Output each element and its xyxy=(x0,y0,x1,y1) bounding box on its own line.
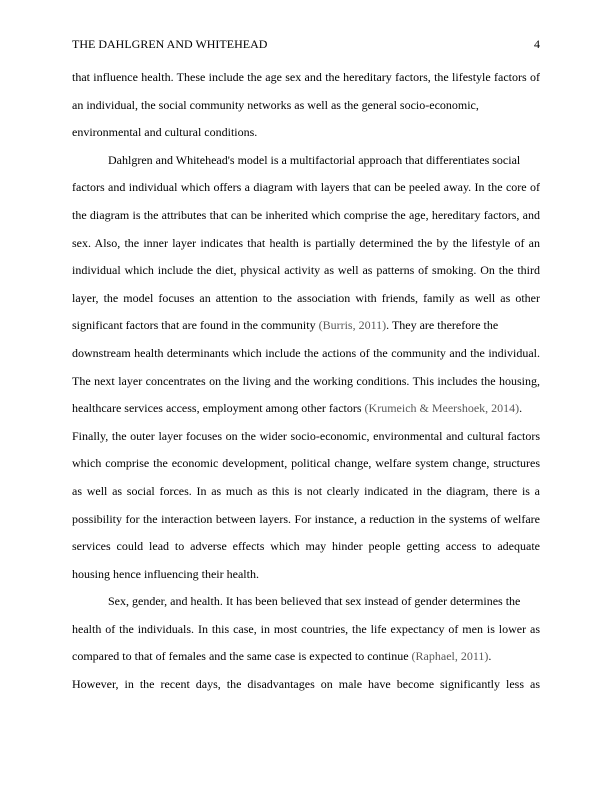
text-line: downstream health determinants which include the actions of the community and the individual. xyxy=(72,345,540,360)
paragraph xyxy=(72,64,540,147)
text-line: individual which include the diet, physical activity as well as patterns of smoking. On the third xyxy=(72,263,540,278)
text-line: housing hence influencing their health. xyxy=(72,566,259,581)
line-segment: compared to that of females and the same case is expected to continue xyxy=(72,649,412,664)
text-line: factors and individual which offers a diagram with layers that can be peeled away. In the core of xyxy=(72,180,540,195)
running-head xyxy=(72,36,540,52)
text-line xyxy=(72,312,540,340)
text-line: the diagram is the attributes that can be inherited which comprise the age, hereditary factors, and xyxy=(72,207,540,222)
text-line: health of the individuals. In this case, in most countries, the life expectancy of men is lower as xyxy=(72,621,540,636)
paragraph xyxy=(72,147,540,589)
text-line: However, in the recent days, the disadvantages on male have become significantly less as xyxy=(72,677,540,692)
text-line xyxy=(72,395,540,423)
text-line: an individual, the social community networks as well as the general socio-economic, xyxy=(72,97,479,112)
text-line: Sex, gender, and health. It has been believed that sex instead of gender determines the xyxy=(108,594,521,609)
text-line: sex. Also, the inner layer indicates that health is partially determined the by the lifestyle of an xyxy=(72,235,540,250)
text-line: environmental and cultural conditions. xyxy=(72,125,258,140)
text-line xyxy=(72,643,540,671)
line-segment: healthcare services access, employment among other factors xyxy=(72,401,365,416)
running-head-title: THE DAHLGREN AND WHITEHEAD xyxy=(72,37,268,51)
text-line: possibility for the interaction between layers. For instance, a reduction in the systems of welfare xyxy=(72,511,540,526)
text-line: services could lead to adverse effects which may hinder people getting access to adequate xyxy=(72,539,540,554)
paragraph xyxy=(72,588,540,698)
text-line: as well as social forces. In as much as this is not clearly indicated in the diagram, there is a xyxy=(72,483,540,498)
text-line: The next layer concentrates on the living and the working conditions. This includes the housing, xyxy=(72,373,540,388)
line-segment: . xyxy=(488,649,492,664)
text-line: layer, the model focuses an attention to the association with friends, family as well as other xyxy=(72,290,540,305)
citation: (Burris, 2011) xyxy=(318,318,387,333)
body-text xyxy=(72,64,540,699)
line-segment: . They are therefore the xyxy=(386,318,499,333)
citation: (Raphael, 2011) xyxy=(411,649,489,664)
citation: (Krumeich & Meershoek, 2014) xyxy=(364,401,520,416)
text-line: Dahlgren and Whitehead's model is a multifactorial approach that differentiates social xyxy=(108,152,521,167)
page-number: 4 xyxy=(534,37,540,51)
text-line: that influence health. These include the age sex and the hereditary factors, the lifestyle factors of xyxy=(72,70,540,84)
line-segment: significant factors that are found in the community xyxy=(72,318,319,333)
text-line: Finally, the outer layer focuses on the wider socio-economic, environmental and cultural factors xyxy=(72,428,540,443)
text-line: which comprise the economic development, political change, welfare system change, structures xyxy=(72,456,540,471)
line-segment: . xyxy=(519,401,523,416)
